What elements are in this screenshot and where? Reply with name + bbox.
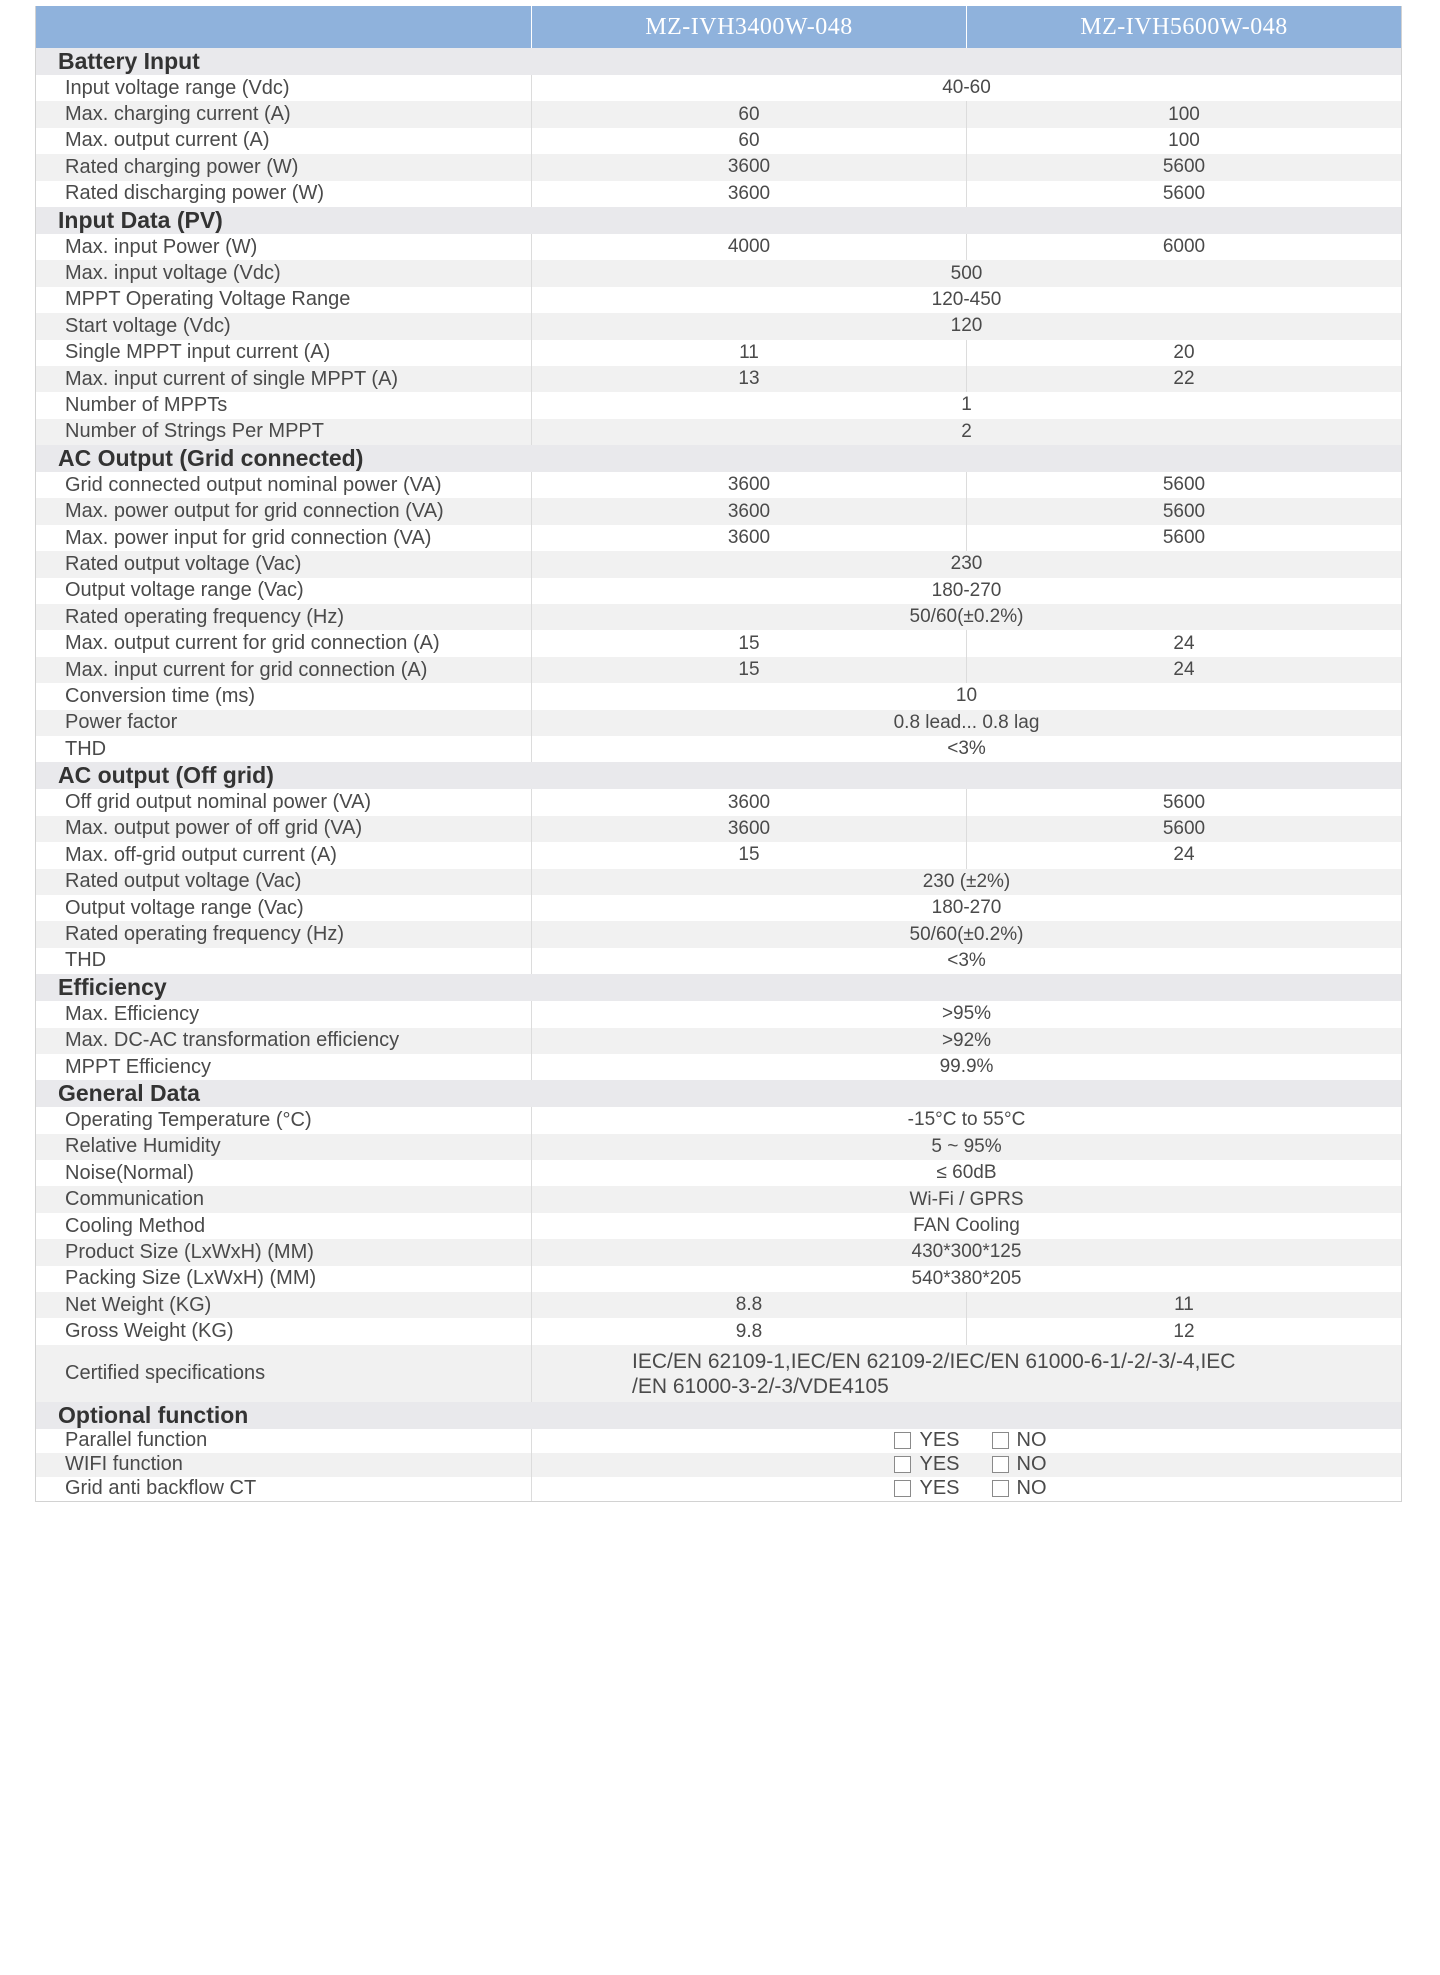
row-values xyxy=(531,842,1401,868)
table-row xyxy=(36,1160,1401,1186)
row-values xyxy=(531,1318,1401,1344)
table-row xyxy=(36,630,1401,656)
table-row xyxy=(36,1429,1401,1453)
row-values xyxy=(531,392,1401,418)
row-values xyxy=(531,1107,1401,1133)
cell-value: 13 xyxy=(738,368,760,390)
cell-value: 5600 xyxy=(966,154,1401,180)
cell-value-shared: 50/60(±0.2%) xyxy=(909,606,1024,628)
cell-value: 5600 xyxy=(966,789,1401,815)
cell-value-shared: 5 ~ 95% xyxy=(931,1135,1002,1157)
section-header xyxy=(36,762,1401,789)
cell-value-shared: FAN Cooling xyxy=(913,1215,1020,1237)
option-checkboxes xyxy=(532,1429,1401,1453)
model-header-3400: MZ-IVH3400W-048 xyxy=(531,6,966,48)
row-values xyxy=(531,630,1401,656)
table-row xyxy=(36,313,1401,339)
table-row xyxy=(36,392,1401,418)
cell-value: 9.8 xyxy=(735,1320,763,1342)
table-row xyxy=(36,419,1401,445)
table-row xyxy=(36,287,1401,313)
table-row xyxy=(36,1134,1401,1160)
option-yes[interactable] xyxy=(894,1477,959,1500)
table-row xyxy=(36,128,1401,154)
row-values xyxy=(531,895,1401,921)
table-row xyxy=(36,366,1401,392)
cell-value-shared: 2 xyxy=(961,420,972,442)
row-label: Max. output current for grid connection (A) xyxy=(65,632,440,655)
cell-value-shared: 50/60(±0.2%) xyxy=(909,923,1024,945)
row-values xyxy=(531,869,1401,895)
row-label: Max. power output for grid connection (VA) xyxy=(65,500,444,523)
row-label: Max. input current for grid connection (A) xyxy=(65,658,428,681)
row-label: Packing Size (LxWxH) (MM) xyxy=(65,1267,317,1290)
row-values xyxy=(531,498,1401,524)
cell-value-shared: >95% xyxy=(941,1003,992,1025)
spec-table xyxy=(35,6,1402,1502)
row-values xyxy=(531,1266,1401,1292)
cell-value-shared: 120-450 xyxy=(931,288,1002,310)
row-values xyxy=(531,1213,1401,1239)
row-label: Rated operating frequency (Hz) xyxy=(65,605,345,628)
table-row xyxy=(36,472,1401,498)
row-label: Relative Humidity xyxy=(65,1135,221,1158)
section-title: AC Output (Grid connected) xyxy=(58,445,364,472)
row-values xyxy=(531,128,1401,154)
table-row xyxy=(36,101,1401,127)
row-label: THD xyxy=(65,949,107,972)
cell-value: 60 xyxy=(738,103,760,125)
row-label: Operating Temperature (°C) xyxy=(65,1108,312,1131)
cell-value: 22 xyxy=(966,366,1401,392)
cell-value-shared: 430*300*125 xyxy=(911,1241,1022,1263)
section-title: Optional function xyxy=(58,1401,249,1428)
row-label: Output voltage range (Vac) xyxy=(65,579,304,602)
checkbox[interactable] xyxy=(992,1456,1009,1473)
row-label: Rated operating frequency (Hz) xyxy=(65,923,345,946)
cell-value-shared: >92% xyxy=(941,1029,992,1051)
table-row xyxy=(36,1239,1401,1265)
cell-value-shared: 180-270 xyxy=(931,579,1002,601)
model-header-5600: MZ-IVH5600W-048 xyxy=(966,6,1401,48)
cell-value: 100 xyxy=(966,128,1401,154)
checkbox[interactable] xyxy=(894,1432,911,1449)
row-label: Input voltage range (Vdc) xyxy=(65,76,290,99)
row-label: Certified specifications xyxy=(65,1361,266,1384)
table-row xyxy=(36,1213,1401,1239)
cell-value: 11 xyxy=(739,341,759,363)
option-label: NO xyxy=(1016,1477,1047,1500)
table-row xyxy=(36,260,1401,286)
row-label: Max. input voltage (Vdc) xyxy=(65,262,281,285)
table-row xyxy=(36,154,1401,180)
row-values xyxy=(531,683,1401,709)
table-row xyxy=(36,498,1401,524)
table-row xyxy=(36,816,1401,842)
row-values xyxy=(531,366,1401,392)
table-row xyxy=(36,1345,1401,1402)
table-row xyxy=(36,736,1401,762)
row-label: Max. input current of single MPPT (A) xyxy=(65,367,399,390)
section-title: AC output (Off grid) xyxy=(58,762,274,789)
row-values xyxy=(531,525,1401,551)
section-title: General Data xyxy=(58,1080,200,1107)
cell-value-shared: 230 xyxy=(950,553,983,575)
row-label: Off grid output nominal power (VA) xyxy=(65,791,372,814)
row-label: Number of Strings Per MPPT xyxy=(65,420,324,443)
cell-value-shared: 99.9% xyxy=(939,1056,994,1078)
table-row xyxy=(36,1107,1401,1133)
cell-value: 3600 xyxy=(727,817,771,839)
table-row xyxy=(36,895,1401,921)
section-header xyxy=(36,445,1401,472)
row-values xyxy=(531,287,1401,313)
table-row xyxy=(36,1001,1401,1027)
row-values xyxy=(531,948,1401,974)
cell-value-shared: 120 xyxy=(950,315,983,337)
checkbox[interactable] xyxy=(992,1480,1009,1497)
cell-value: 3600 xyxy=(727,791,771,813)
row-values xyxy=(531,789,1401,815)
cell-value: 5600 xyxy=(966,816,1401,842)
cell-value: 5600 xyxy=(966,498,1401,524)
row-values xyxy=(531,260,1401,286)
row-values xyxy=(531,181,1401,207)
row-label: Max. charging current (A) xyxy=(65,103,291,126)
row-values xyxy=(531,1292,1401,1318)
cell-value-shared: 180-270 xyxy=(931,897,1002,919)
row-label: Power factor xyxy=(65,711,178,734)
cell-value: 60 xyxy=(738,129,760,151)
table-row xyxy=(36,1186,1401,1212)
cell-value-shared: 10 xyxy=(955,685,978,707)
table-row xyxy=(36,1266,1401,1292)
cell-value-shared: ≤ 60dB xyxy=(936,1162,997,1184)
row-label: Rated output voltage (Vac) xyxy=(65,552,302,575)
table-row xyxy=(36,340,1401,366)
row-label: Grid connected output nominal power (VA) xyxy=(65,473,442,496)
row-label: Max. power input for grid connection (VA) xyxy=(65,526,432,549)
option-no[interactable] xyxy=(992,1453,1047,1476)
cell-value: 4000 xyxy=(727,236,771,258)
table-row xyxy=(36,683,1401,709)
cell-value: 3600 xyxy=(727,182,771,204)
row-label: Parallel function xyxy=(65,1429,208,1452)
cell-value: 15 xyxy=(738,659,760,680)
cell-value: 20 xyxy=(966,340,1401,366)
row-label: Max. Efficiency xyxy=(65,1002,200,1025)
option-checkboxes xyxy=(532,1453,1401,1477)
table-row xyxy=(36,234,1401,260)
row-values xyxy=(531,657,1401,683)
row-label: Gross Weight (KG) xyxy=(65,1320,234,1343)
row-label: Max. output current (A) xyxy=(65,129,270,152)
table-row xyxy=(36,1477,1401,1501)
cell-value: 24 xyxy=(966,657,1401,683)
option-checkboxes xyxy=(532,1477,1401,1501)
cell-value: 5600 xyxy=(966,181,1401,207)
table-row xyxy=(36,1054,1401,1080)
row-values xyxy=(531,1477,1401,1501)
section-header xyxy=(36,1402,1401,1429)
header-blank-cell xyxy=(36,6,531,48)
cell-value-shared: 1 xyxy=(961,394,972,416)
option-label: NO xyxy=(1016,1429,1047,1452)
row-values xyxy=(531,736,1401,762)
row-label: WIFI function xyxy=(65,1453,183,1476)
cell-value: 24 xyxy=(966,630,1401,656)
row-values xyxy=(531,710,1401,736)
row-label: Cooling Method xyxy=(65,1214,206,1237)
cell-value: 3600 xyxy=(727,500,771,522)
row-values xyxy=(531,1453,1401,1477)
row-label: Grid anti backflow CT xyxy=(65,1477,257,1500)
cell-value-shared: <3% xyxy=(947,738,986,760)
section-header xyxy=(36,48,1401,75)
section-title: Battery Input xyxy=(58,48,200,74)
option-label: NO xyxy=(1016,1453,1047,1476)
row-label: Max. off-grid output current (A) xyxy=(65,843,337,866)
option-label: YES xyxy=(919,1453,960,1476)
row-values xyxy=(531,578,1401,604)
row-values xyxy=(531,154,1401,180)
row-values xyxy=(531,1001,1401,1027)
table-header xyxy=(36,6,1401,48)
row-label: Output voltage range (Vac) xyxy=(65,896,304,919)
row-values xyxy=(531,472,1401,498)
option-yes[interactable] xyxy=(894,1453,959,1476)
row-values xyxy=(531,75,1401,101)
row-label: Conversion time (ms) xyxy=(65,684,256,707)
row-label: Single MPPT input current (A) xyxy=(65,341,331,364)
cell-value: 3600 xyxy=(727,474,771,496)
row-values xyxy=(531,313,1401,339)
cell-value-shared: 500 xyxy=(950,262,983,284)
table-row xyxy=(36,1453,1401,1477)
cell-value-shared: <3% xyxy=(947,949,986,971)
cell-value: 8.8 xyxy=(735,1294,763,1316)
row-label: Max. input Power (W) xyxy=(65,235,258,258)
row-values xyxy=(531,1429,1401,1453)
table-row xyxy=(36,604,1401,630)
row-values xyxy=(531,604,1401,630)
table-row xyxy=(36,1292,1401,1318)
row-label: Noise(Normal) xyxy=(65,1161,194,1184)
cell-value: 5600 xyxy=(966,472,1401,498)
row-label: MPPT Efficiency xyxy=(65,1055,211,1078)
cell-value: 5600 xyxy=(966,525,1401,551)
row-values xyxy=(531,340,1401,366)
row-values xyxy=(531,1239,1401,1265)
option-yes[interactable] xyxy=(894,1429,959,1452)
checkbox[interactable] xyxy=(894,1480,911,1497)
table-row xyxy=(36,789,1401,815)
row-label: Rated charging power (W) xyxy=(65,155,299,178)
cell-value-shared: 540*380*205 xyxy=(911,1267,1022,1289)
row-label: Rated output voltage (Vac) xyxy=(65,870,302,893)
cell-value: 15 xyxy=(738,844,760,866)
cell-value xyxy=(532,1345,1401,1402)
row-label: Max. DC-AC transformation efficiency xyxy=(65,1029,400,1052)
row-values xyxy=(531,1134,1401,1160)
cell-value: 24 xyxy=(966,842,1401,868)
row-label: THD xyxy=(65,737,107,760)
table-row xyxy=(36,1028,1401,1054)
table-row xyxy=(36,657,1401,683)
row-label: Product Size (LxWxH) (MM) xyxy=(65,1240,314,1263)
cell-value-shared: 0.8 lead... 0.8 lag xyxy=(893,711,1040,733)
cert-line: IEC/EN 62109-1,IEC/EN 62109-2/IEC/EN 61000-6-1/-2/-3/-4,IEC xyxy=(632,1350,1236,1374)
section-header xyxy=(36,1080,1401,1107)
table-row xyxy=(36,710,1401,736)
cell-value: 12 xyxy=(966,1318,1401,1344)
row-values xyxy=(531,1160,1401,1186)
row-label: Start voltage (Vdc) xyxy=(65,314,231,337)
row-values xyxy=(531,234,1401,260)
section-title: Input Data (PV) xyxy=(58,206,223,233)
table-row xyxy=(36,921,1401,947)
row-values xyxy=(531,1028,1401,1054)
option-label: YES xyxy=(919,1477,960,1500)
cell-value: 3600 xyxy=(727,156,771,178)
row-values xyxy=(531,816,1401,842)
option-label: YES xyxy=(919,1429,960,1452)
row-values xyxy=(531,1054,1401,1080)
row-label: Max. output power of off grid (VA) xyxy=(65,817,363,840)
table-row xyxy=(36,869,1401,895)
checkbox[interactable] xyxy=(992,1432,1009,1449)
table-row xyxy=(36,75,1401,101)
section-header xyxy=(36,207,1401,234)
table-row xyxy=(36,578,1401,604)
table-row xyxy=(36,948,1401,974)
option-no[interactable] xyxy=(992,1429,1047,1452)
row-label: Number of MPPTs xyxy=(65,393,228,416)
cell-value-shared: 40-60 xyxy=(942,77,991,99)
row-values xyxy=(531,419,1401,445)
cell-value: 100 xyxy=(966,101,1401,127)
cell-value-shared: Wi-Fi / GPRS xyxy=(909,1188,1024,1210)
row-values xyxy=(531,1345,1401,1402)
row-values xyxy=(531,101,1401,127)
table-row xyxy=(36,842,1401,868)
row-label: Rated discharging power (W) xyxy=(65,182,324,205)
row-values xyxy=(531,1186,1401,1212)
row-label: MPPT Operating Voltage Range xyxy=(65,288,351,311)
table-row xyxy=(36,1318,1401,1344)
row-label: Net Weight (KG) xyxy=(65,1293,212,1316)
section-header xyxy=(36,974,1401,1001)
cell-value: 15 xyxy=(738,632,760,654)
cell-value: 11 xyxy=(966,1292,1401,1318)
table-row xyxy=(36,181,1401,207)
cell-value: 3600 xyxy=(727,527,771,549)
row-values xyxy=(531,551,1401,577)
row-values xyxy=(531,921,1401,947)
cell-value-shared: 230 (±2%) xyxy=(922,870,1011,892)
table-row xyxy=(36,525,1401,551)
row-label: Communication xyxy=(65,1188,204,1211)
table-row xyxy=(36,551,1401,577)
table-body xyxy=(36,48,1401,1501)
cell-value-shared: -15°C to 55°C xyxy=(907,1109,1026,1131)
option-no[interactable] xyxy=(992,1477,1047,1500)
checkbox[interactable] xyxy=(894,1456,911,1473)
cell-value: 6000 xyxy=(966,234,1401,260)
section-title: Efficiency xyxy=(58,974,167,1001)
cert-line: /EN 61000-3-2/-3/VDE4105 xyxy=(632,1375,889,1399)
